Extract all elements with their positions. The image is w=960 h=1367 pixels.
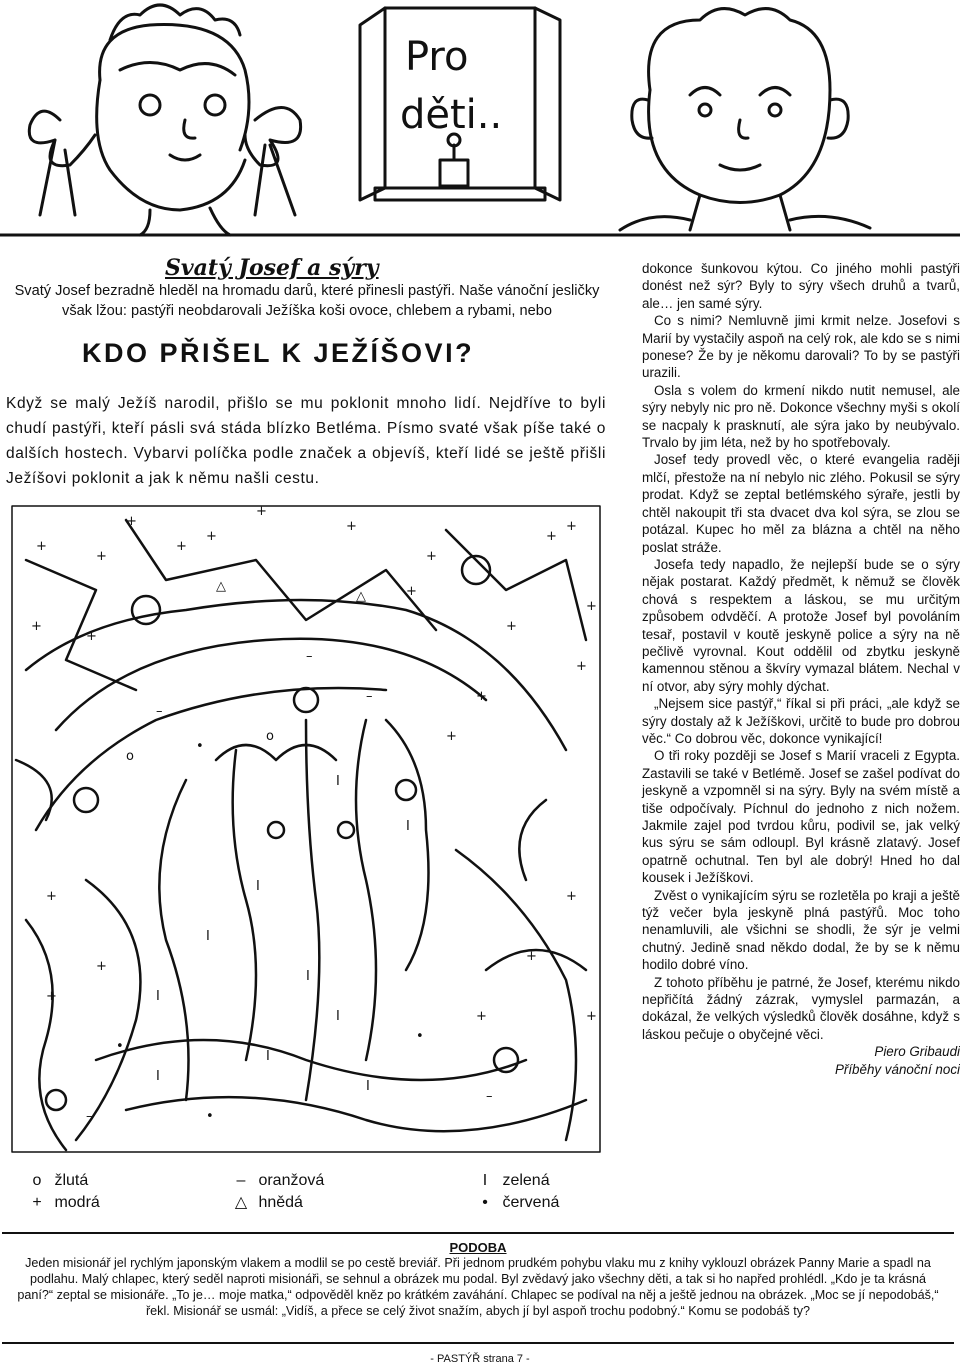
legend-item-brown: △ hnědá [234, 1194, 303, 1211]
svg-text:+: + [46, 989, 57, 1004]
svg-text:–: – [86, 1109, 93, 1124]
svg-text:+: + [586, 1009, 597, 1024]
svg-text:–: – [156, 704, 163, 719]
svg-text:–: – [306, 649, 313, 664]
story-paragraph: Z tohoto příběhu je patrné, že Josef, kterému nikdo nepřičítá žádný zázrak, vymyslel parmazán, a dokázal, že velkých výsledků člověk dosáhne, když s láskou pečuje o obyčejné věci. [642, 974, 960, 1042]
svg-text:I: I [366, 1079, 370, 1094]
story-paragraph: Osla s volem do krmení nikdo nutit nemusel, ale sýry nebyly nic pro ně. Dokonce všechny myši s okolí se nacpaly k prasknutí, ale sýra jako by neubývalo. Trvalo by jim léta, než by ho spotřebovaly. [642, 382, 960, 451]
svg-text:I: I [266, 1049, 270, 1064]
svg-text:+: + [96, 959, 107, 974]
svg-text:+: + [566, 519, 577, 534]
legend-item-blue: + modrá [32, 1194, 100, 1211]
svg-text:+: + [506, 619, 517, 634]
svg-text:I: I [256, 879, 260, 894]
svg-text:△: △ [356, 589, 366, 604]
boy-illustration [620, 9, 870, 230]
story-intro: Svatý Josef bezradně hleděl na hromadu darů, které přinesli pastýři. Naše vánoční jesličky však lžou: pastýři neobdarovali Ježíška koši ovoce, chlebem a rybami, nebo [14, 283, 600, 319]
svg-text:+: + [256, 504, 267, 519]
girl-illustration [29, 5, 300, 235]
svg-text:+: + [86, 629, 97, 644]
legend-col-2 [228, 1170, 324, 1214]
svg-text:I: I [156, 989, 160, 1004]
legend-col-3 [472, 1170, 559, 1214]
page-footer: - PASTÝŘ strana 7 - [430, 1353, 530, 1365]
svg-text:+: + [526, 949, 537, 964]
svg-text:•: • [196, 739, 204, 754]
credit-author: Piero Gribaudi [874, 1044, 960, 1060]
header-illustration [0, 0, 960, 245]
svg-text:+: + [476, 689, 487, 704]
legend-col-1 [24, 1170, 100, 1214]
podoba-title: PODOBA [449, 1240, 507, 1255]
story-credit [642, 1043, 960, 1078]
coloring-picture [6, 500, 606, 1158]
podoba-text: Jeden misionář jel rychlým japonským vlakem a modlil se po cestě breviář. Při jednom prudkém pohybu vlaku mu z knihy vyklouzl obrázek Panny Marie a spadl na podlahu. Malý chlapec, který seděl naproti misionáři, se sehnul a obrázek mu podal. Byl zvědavý jako všechny děti, a tak si ho napřed prohlédl. „Kdo je ta krásná paní?“ zeptal se misionáře. „To je… moje matka,“ odpověděl kněz po krátkém zaváhání. Chlapec se podíval na něj a ještě jednou na obrázek. „Moc se jí nepodobáš,“ řekl. Misionář se usmál: „Vidíš, a přece se celý život snažím, abych jí byl aspoň trochu podobný.“ Komu se podobáš ty? [17, 1256, 939, 1318]
svg-text:I: I [206, 929, 210, 944]
legend-item-green: I zelená [482, 1172, 550, 1189]
svg-text:I: I [406, 819, 410, 834]
legend-item-red: • červená [482, 1194, 560, 1211]
svg-text:+: + [586, 599, 597, 614]
svg-text:+: + [566, 889, 577, 904]
svg-text:o: o [126, 749, 134, 764]
story-paragraph: Josef tedy provedl věc, o které evangelia raději mlčí, přestože na ní nebylo nic zlého. Pokusil se sýry prodat. Když se zeptal betlémského sýraře, jestli by chtěl nakoupit tři sta dvacet dva kol sýra, se zlou se potázal. Kupec ho měl za blázna a chtěl na něho poslat stráže. [642, 452, 960, 555]
svg-text:+: + [446, 729, 457, 744]
puzzle-instructions: Když se malý Ježíš narodil, přišlo se mu poklonit mnoho lidí. Nejdříve to byli chudí pastýři, kteří pásli svá stáda blízko Betléma. Písmo svaté však píše také o dalších hostech. Vybarvi políčka podle značek a objevíš, kteří lidé se ještě přišli Ježíšovi poklonit a jak k němu našli cestu. [6, 395, 606, 487]
svg-text:+: + [176, 539, 187, 554]
credit-source: Příběhy vánoční noci [834, 1061, 960, 1077]
story-paragraph: „Nejsem sice pastýř,“ říkal si při práci, „ale když se sýry dostaly až k Ježíškovi, určitě to bude pro dobrou věc.“ Co dobrou věc, dokonce vynikající! [642, 696, 960, 746]
legend-item-orange: – oranžová [236, 1172, 325, 1189]
svg-text:+: + [46, 889, 57, 904]
svg-text:+: + [576, 659, 587, 674]
story-paragraph: O tři roky později se Josef s Marií vraceli z Egypta. Zastavili se také v Betlémě. Josef se zašel podívat do jeskyně a vzpomněl si na sýry. Byly na svém místě a tiše odpočívaly. Píchnul do jednoho z nich nožem. Jakmile zajel pod tvrdou kůru, podivil se, jak velký kus sýru se sám odloupl. Byl krásně zlatavý. Josef opatrně ochutnal. Ten byl ale dobrý! Hned ho dal kousek i Ježíškovi. [642, 748, 960, 886]
story-paragraph: dokonce šunkovou kýtou. Co jiného mohli pastýři donést než sýr? Byly to sýry všech druhů a tvarů, ale… jen samé sýry. [642, 261, 960, 311]
svg-text:+: + [546, 529, 557, 544]
svg-text:•: • [416, 1029, 424, 1044]
svg-text:+: + [426, 549, 437, 564]
svg-text:+: + [126, 514, 137, 529]
svg-text:•: • [206, 1109, 214, 1124]
puzzle-heading: KDO PŘIŠEL K JEŽÍŠOVI? [82, 338, 475, 368]
svg-text:+: + [31, 619, 42, 634]
story-paragraph: Zvěst o vynikajícím sýru se rozletěla po kraji a ještě týž večer byla jeskyně plná pastýřů. Moc toho nenamluvili, ale všichni se shodli, že sýr je velmi chutný. Jedině snad někdo dodal, že by se k němu hodilo dobré víno. [642, 887, 960, 973]
svg-text:o: o [266, 729, 274, 744]
svg-text:+: + [36, 539, 47, 554]
svg-text:–: – [486, 1089, 493, 1104]
svg-text:–: – [366, 689, 373, 704]
svg-text:+: + [476, 1009, 487, 1024]
window-sign-line1: Pro [405, 34, 469, 80]
story-title: Svatý Josef a sýry [165, 255, 379, 281]
svg-text:+: + [406, 584, 417, 599]
svg-text:I: I [336, 774, 340, 789]
story-paragraph: Co s nimi? Nemluvně jimi krmit nelze. Josefovi s Marií by vystačily aspoň na celý rok, ale kdo se s nimi ponese? Že by je někomu darovali? To by se pastýři urazili. [642, 313, 960, 381]
story-paragraph: Josefa tedy napadlo, že nejlepší bude se o sýry nějak postarat. Každý předmět, k němuž se člověk chová s respektem a láskou, se mu určitým způsobem odvděčí. A protože Josef byl povoláním tesař, postavil v koutě jeskyně police a sýry na ně pečlivě vyrovnal. Kout oddělil od zbytku jeskyně kamennou stěnou a škvíry vymazal blátem. Nechal v ní otvor, aby sýry mohly dýchat. [642, 556, 960, 694]
svg-text:+: + [206, 529, 217, 544]
svg-text:+: + [96, 549, 107, 564]
svg-text:I: I [156, 1069, 160, 1084]
svg-text:I: I [336, 1009, 340, 1024]
svg-text:△: △ [216, 579, 226, 594]
window-sign-line2: děti.. [400, 92, 503, 138]
podoba-box [2, 1232, 954, 1344]
svg-text:•: • [116, 1039, 124, 1054]
svg-text:I: I [306, 969, 310, 984]
svg-text:+: + [346, 519, 357, 534]
legend-item-yellow: o žlutá [32, 1172, 89, 1189]
story-continuation [642, 260, 960, 1078]
